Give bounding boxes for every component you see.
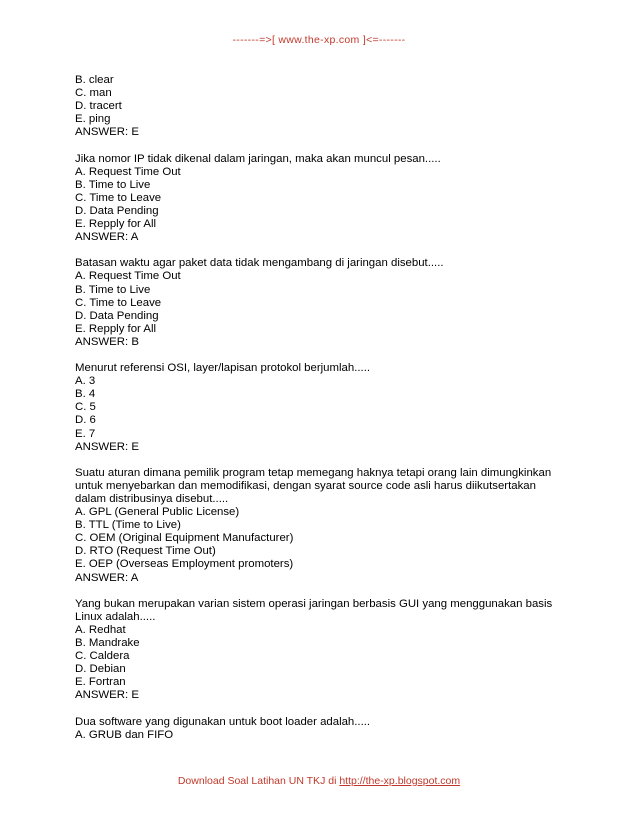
block-spacer <box>75 244 575 257</box>
question-line: Batasan waktu agar paket data tidak mengambang di jaringan disebut..... <box>75 257 444 270</box>
option-line: C. Time to Leave <box>75 191 162 204</box>
option-line: A. Redhat <box>75 623 126 636</box>
footer-link[interactable]: http://the-xp.blogspot.com <box>339 775 461 787</box>
question-block <box>75 362 575 454</box>
option-line: C. Time to Leave <box>75 296 162 309</box>
answer-line: ANSWER: E <box>75 440 139 453</box>
option-line: E. Repply for All <box>75 322 157 335</box>
question-line: untuk menyebarkan dan memodifikasi, dengan syarat source code asli harus diikutsertakan <box>75 479 536 492</box>
option-line: E. Repply for All <box>75 218 157 231</box>
question-line: dalam distribusinya disebut..... <box>75 493 229 505</box>
question-line: Menurut referensi OSI, layer/lapisan protokol berjumlah..... <box>75 362 371 375</box>
question-line: Jika nomor IP tidak dikenal dalam jaringan, maka akan muncul pesan..... <box>75 152 441 165</box>
page-footer <box>0 775 638 787</box>
option-line: B. TTL (Time to Live) <box>75 519 181 532</box>
option-line: D. tracert <box>75 100 122 113</box>
option-line: E. OEP (Overseas Employment promoters) <box>75 558 294 571</box>
answer-line: ANSWER: A <box>75 571 139 584</box>
option-line: A. Request Time Out <box>75 270 181 283</box>
question-block <box>75 153 575 245</box>
question-line: Yang bukan merupakan varian sistem operasi jaringan berbasis GUI yang menggunakan basis <box>75 597 553 610</box>
option-line: D. Data Pending <box>75 204 159 217</box>
option-line: D. 6 <box>75 414 96 427</box>
question-block <box>75 257 575 349</box>
block-spacer <box>75 703 575 716</box>
question-line: Linux adalah..... <box>75 610 156 623</box>
option-line: C. OEM (Original Equipment Manufacturer) <box>75 532 294 545</box>
option-line: D. Debian <box>75 663 126 676</box>
option-line: C. man <box>75 87 112 100</box>
option-line: D. RTO (Request Time Out) <box>75 545 216 558</box>
block-spacer <box>75 454 575 467</box>
option-line: E. Fortran <box>75 676 126 689</box>
option-line: B. Time to Live <box>75 178 151 191</box>
option-line: A. GRUB dan FIFO <box>75 728 174 741</box>
option-line: C. Caldera <box>75 650 130 663</box>
option-line: B. Time to Live <box>75 283 151 296</box>
option-line: A. GPL (General Public License) <box>75 506 240 519</box>
document-body <box>75 74 575 742</box>
question-block <box>75 716 575 742</box>
block-spacer <box>75 585 575 598</box>
option-line: B. 4 <box>75 388 96 401</box>
option-line: D. Data Pending <box>75 309 159 322</box>
question-line: Suatu aturan dimana pemilik program tetap memegang haknya tetapi orang lain dimungkinkan <box>75 466 552 479</box>
block-spacer <box>75 139 575 152</box>
answer-line: ANSWER: E <box>75 689 139 702</box>
question-block <box>75 598 575 703</box>
option-line: B. clear <box>75 74 114 86</box>
question-line: Dua software yang digunakan untuk boot loader adalah..... <box>75 715 371 728</box>
question-block <box>75 74 575 139</box>
page-header: -------=>[ www.the-xp.com ]<=------- <box>232 34 406 46</box>
option-line: A. 3 <box>75 375 96 388</box>
block-spacer <box>75 349 575 362</box>
option-line: E. ping <box>75 113 111 126</box>
footer-text: Download Soal Latihan UN TKJ di <box>177 775 340 787</box>
option-line: B. Mandrake <box>75 637 140 650</box>
answer-line: ANSWER: A <box>75 231 139 244</box>
option-line: C. 5 <box>75 401 96 414</box>
answer-line: ANSWER: E <box>75 126 139 139</box>
option-line: A. Request Time Out <box>75 165 181 178</box>
question-block <box>75 467 575 585</box>
option-line: E. 7 <box>75 427 96 440</box>
answer-line: ANSWER: B <box>75 335 139 348</box>
